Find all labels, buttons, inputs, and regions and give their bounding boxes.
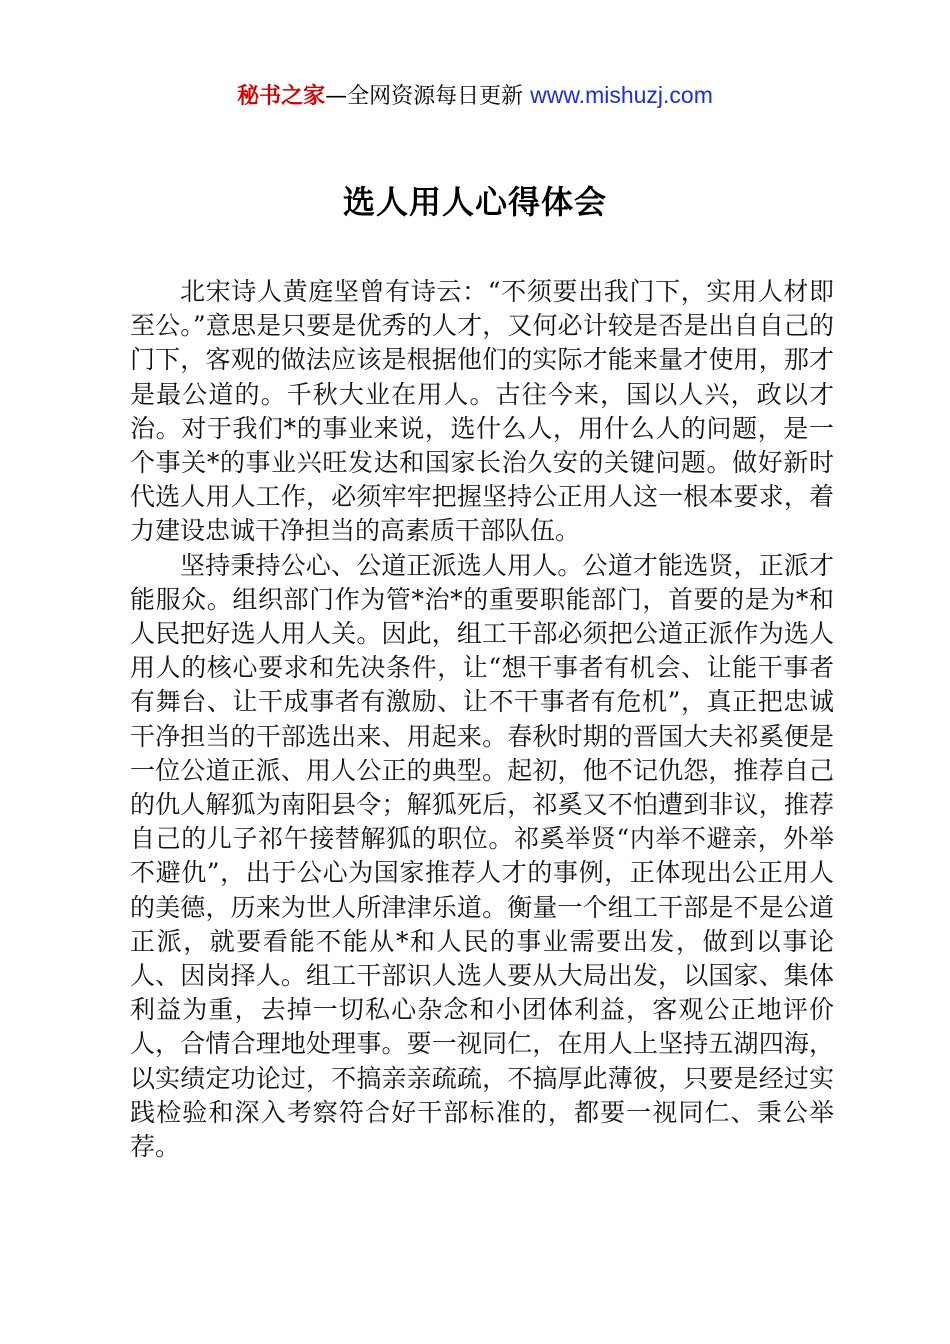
paragraph-1: 北宋诗人黄庭坚曾有诗云：“不须要出我门下，实用人材即至公。”意思是只要是优秀的人才，又何必计较是否是出自自己的门下，客观的做法应该是根据他们的实际才能来量才使用，那才是最公道的。千秋大业在用人。古往今来，国以人兴，政以才治。对于我们*的事业来说，选什么人，用什么人的问题，是一个事关*的事业兴旺发达和国家长治久安的关键问题。做好新时代选人用人工作，必须牢牢把握坚持公正用人这一根本要求，着力建设忠诚干净担当的高素质干部队伍。 bbox=[130, 277, 834, 546]
header-slogan: —全网资源每日更新 bbox=[325, 84, 531, 109]
site-header bbox=[0, 78, 950, 114]
brand-name: 秘书之家 bbox=[237, 84, 326, 109]
site-url-link[interactable]: www.mishuzj.com bbox=[530, 82, 713, 108]
document-body bbox=[130, 275, 834, 1164]
paragraph-2: 坚持秉持公心、公道正派选人用人。公道才能选贤，正派才能服众。组织部门作为管*治*的重要职能部门，首要的是为*和人民把好选人用人关。因此，组工干部必须把公道正派作为选人用人的核心要求和先决条件，让“想干事者有机会、让能干事者有舞台、让干成事者有激励、让不干事者有危机”，真正把忠诚干净担当的干部选出来、用起来。春秋时期的晋国大夫祁奚便是一位公道正派、用人公正的典型。起初，他不记仇怨，推荐自己的仇人解狐为南阳县令；解狐死后，祁奚又不怕遭到非议，推荐自己的儿子祁午接替解狐的职位。祁奚举贤“内举不避亲，外举不避仇”，出于公心为国家推荐人才的事例，正体现出公正用人的美德，历来为世人所津津乐道。衡量一个组工干部是不是公道正派，就要看能不能从*和人民的事业需要出发，做到以事论人、因岗择人。组工干部识人选人要从大局出发，以国家、集体利益为重，去掉一切私心杂念和小团体利益，客观公正地评价人，合情合理地处理事。要一视同仁，在用人上坚持五湖四海，以实绩定功论过，不搞亲亲疏疏，不搞厚此薄彼，只要是经过实践检验和深入考察符合好干部标准的，都要一视同仁、秉公举荐。 bbox=[130, 550, 834, 1162]
document-title: 选人用人心得体会 bbox=[342, 183, 607, 221]
